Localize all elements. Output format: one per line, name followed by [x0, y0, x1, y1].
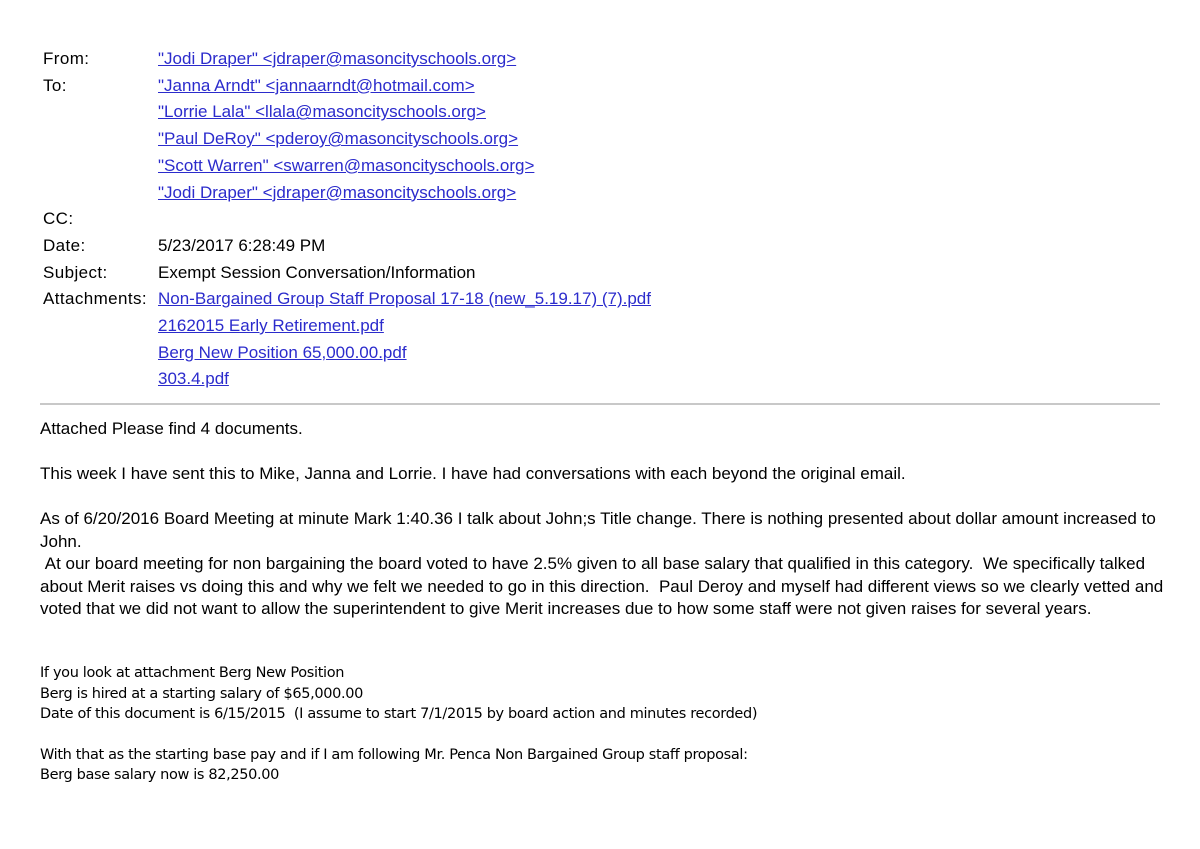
attachment-link[interactable]: Non-Bargained Group Staff Proposal 17-18 (new_5.19.17) (7).pdf [158, 289, 651, 309]
from-address-link[interactable]: "Jodi Draper" <jdraper@masoncityschools.org> [158, 49, 517, 68]
attachment-link[interactable]: 2162015 Early Retirement.pdf [158, 316, 384, 336]
attachment-list [158, 286, 651, 393]
attachments-label: Attachments: [43, 289, 148, 309]
body-paragraph-line: As of 6/20/2016 Board Meeting at minute Mark 1:40.36 I talk about John;s Title change. There is nothing presented about dollar amount increased to John. [40, 509, 1156, 551]
subject-row [43, 260, 651, 287]
cc-label: CC: [43, 209, 74, 229]
email-body [40, 418, 1168, 621]
body-paragraph [40, 508, 1168, 621]
note-line: Date of this document is 6/15/2015 (I assume to start 7/1/2015 by board action and minutes recorded) [40, 706, 758, 722]
note-paragraph [40, 745, 757, 786]
body-paragraph: This week I have sent this to Mike, Janna and Lorrie. I have had conversations with each beyond the original email. [40, 464, 906, 483]
email-header [43, 46, 651, 393]
to-recipient-link[interactable]: "Paul DeRoy" <pderoy@masoncityschools.org> [158, 129, 519, 149]
note-line: With that as the starting base pay and if I am following Mr. Penca Non Bargained Group staff proposal: [40, 746, 748, 763]
to-recipient-link[interactable]: "Jodi Draper" <jdraper@masoncityschools.org> [158, 182, 517, 202]
to-label: To: [43, 75, 67, 95]
to-recipient-link[interactable]: "Lorrie Lala" <llala@masoncityschools.org> [158, 102, 486, 122]
note-line: Berg base salary now is 82,250.00 [40, 767, 280, 783]
from-row [43, 46, 651, 73]
date-row [43, 233, 651, 260]
attachments-row [43, 286, 651, 393]
cc-value [158, 206, 163, 233]
to-recipient-link[interactable]: "Scott Warren" <swarren@masoncityschools.org> [158, 155, 535, 175]
subject-value: Exempt Session Conversation/Information [158, 262, 476, 282]
from-label: From: [43, 49, 90, 68]
to-recipient-link[interactable]: "Janna Arndt" <jannaarndt@hotmail.com> [158, 75, 475, 95]
body-paragraph-line: At our board meeting for non bargaining the board voted to have 2.5% given to all base salary that qualified in this category. We specifically talked about Merit raises vs doing this and why we felt we needed to go in this direction. Paul Deroy and myself had different views so we clearly vetted and voted that we did not want to allow the superintendent to give Merit increases due to how some staff were not given raises for several years. [40, 554, 1168, 618]
note-line: If you look at attachment Berg New Position [40, 665, 345, 681]
date-label: Date: [43, 235, 86, 255]
header-divider [40, 403, 1160, 405]
note-line: Berg is hired at a starting salary of $65,000.00 [40, 685, 363, 702]
cc-row [43, 206, 651, 233]
attachment-link[interactable]: Berg New Position 65,000.00.pdf [158, 342, 407, 362]
salary-note [40, 663, 757, 806]
to-row [43, 73, 651, 207]
subject-label: Subject: [43, 262, 108, 282]
body-paragraph: Attached Please find 4 documents. [40, 419, 303, 438]
date-value: 5/23/2017 6:28:49 PM [158, 235, 326, 255]
note-paragraph [40, 663, 757, 725]
attachment-link[interactable]: 303.4.pdf [158, 369, 229, 389]
to-recipient-list [158, 73, 534, 207]
